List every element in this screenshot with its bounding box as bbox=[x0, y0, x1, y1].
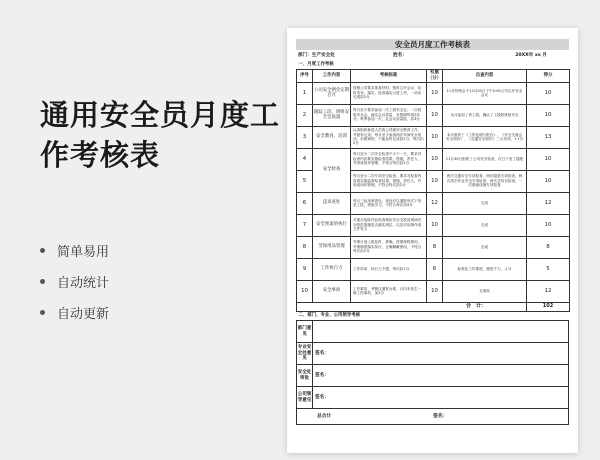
feature-item: 自动统计 bbox=[40, 266, 109, 297]
feature-item: 自动更新 bbox=[40, 297, 109, 328]
cell-weight: 10 bbox=[427, 82, 443, 104]
cell-no: 10 bbox=[297, 280, 313, 302]
cell-weight: 8 bbox=[427, 236, 443, 258]
cell-review: 11月30日组织了公司安全检查，次日下发了通报 bbox=[443, 148, 527, 170]
cell-review: 完成 bbox=[443, 192, 527, 214]
cell-std: 工作效率、执行力不强，每次扣1分 bbox=[351, 258, 427, 280]
bullet-icon bbox=[40, 279, 45, 284]
assessment-table bbox=[296, 60, 570, 312]
name-label: 姓名： bbox=[393, 53, 407, 58]
table-row bbox=[297, 126, 570, 148]
cell-content: 工作执行力 bbox=[313, 258, 351, 280]
cell-weight: 10 bbox=[427, 104, 443, 126]
cell-weight: 6 bbox=[427, 258, 443, 280]
cell-weight: 10 bbox=[427, 214, 443, 236]
cell-no: 5 bbox=[297, 170, 313, 192]
cell-std: 按照公司要求准备材料，按时召开会议，及时发布、落实、检查落实月度工作，一项未完成扣2分 bbox=[351, 82, 427, 104]
cell-score: 10 bbox=[527, 82, 570, 104]
cell-content: 劳保用品管理 bbox=[313, 236, 351, 258]
cell-content: 安全检查 bbox=[313, 148, 351, 192]
promo-title: 通用安全员月度工作考核表 bbox=[40, 98, 281, 172]
header-row: 序号 工作内容 考核标准 权重（分） 自查内容 得分 bbox=[297, 69, 570, 82]
approval-content: 签名： bbox=[313, 365, 569, 387]
cell-review: 本月组织了《工伤处理与报告》、《安全交流会安全知识》、《交通安全知识》三大培训，+1分 bbox=[443, 126, 527, 148]
approval-label: 安全处审批 bbox=[297, 365, 313, 387]
cell-content: 公司安全例会定期召开 bbox=[313, 82, 351, 104]
cell-content: 安全教育、培训 bbox=[313, 126, 351, 148]
cell-no: 8 bbox=[297, 236, 313, 258]
table-row bbox=[297, 214, 570, 236]
approval-label: 专业安全处意见 bbox=[297, 343, 313, 365]
cell-content: 违章查处 bbox=[313, 192, 351, 214]
cell-score: 13 bbox=[527, 126, 570, 148]
final-row: 总合计 签名： bbox=[297, 409, 569, 425]
cell-score: 8 bbox=[527, 236, 570, 258]
table-row bbox=[297, 82, 570, 104]
document-preview bbox=[287, 28, 578, 453]
cell-std: 每月至少要求参加一次工段安全会，一次班组安全会，落实会议质量，未按照每项扣2分；每季参加一次，且会议质量低，扣3分 bbox=[351, 104, 427, 126]
cell-content: 跟踪工段、班组安全会质量 bbox=[313, 104, 351, 126]
approval-label: 公司领导意见 bbox=[297, 387, 313, 409]
feature-item: 简单易用 bbox=[40, 235, 109, 266]
approval-content: 签名： bbox=[313, 387, 569, 409]
table-row bbox=[297, 148, 570, 170]
section-row: 一、月度工作考核 bbox=[297, 60, 570, 69]
cell-score: 10 bbox=[527, 214, 570, 236]
feature-list bbox=[40, 235, 109, 328]
table-row bbox=[297, 280, 570, 302]
approval-row bbox=[297, 343, 569, 365]
table-row bbox=[297, 192, 570, 214]
approval-row bbox=[297, 321, 569, 343]
cell-no: 4 bbox=[297, 148, 313, 170]
approval-content: 签名： bbox=[313, 343, 569, 365]
cell-weight: 12 bbox=[427, 192, 443, 214]
table-row bbox=[297, 104, 570, 126]
cell-content: 安全预案的执行 bbox=[313, 214, 351, 236]
cell-score: 10 bbox=[527, 148, 570, 170]
cell-no: 1 bbox=[297, 82, 313, 104]
section-row: 二、部门、专业、公司领导考核 bbox=[297, 312, 569, 321]
cell-content: 安全事故 bbox=[313, 280, 351, 302]
cell-review: 标准化工作推进，跟进不力，-1分 bbox=[443, 258, 527, 280]
cell-std: 工作事故、考核以通报为准，月内未发生一般工伤事故，加2分 bbox=[351, 280, 427, 302]
approval-table bbox=[296, 312, 569, 426]
cell-std: 劳保计划上报及时，准确，按照规程领用，劳保制度落实执行，正确佩戴使用，不符合每次扣2分 bbox=[351, 236, 427, 258]
cell-review: 完成 bbox=[443, 236, 527, 258]
doc-meta bbox=[296, 50, 569, 60]
approval-content bbox=[313, 321, 569, 343]
cell-weight: 10 bbox=[427, 126, 443, 148]
total-row: 合 计： 102 bbox=[297, 302, 570, 311]
cell-score: 10 bbox=[527, 104, 570, 126]
approval-row bbox=[297, 365, 569, 387]
cell-no: 3 bbox=[297, 126, 313, 148]
cell-review: 无事故 bbox=[443, 280, 527, 302]
cell-no: 2 bbox=[297, 104, 313, 126]
approval-label: 部门意见 bbox=[297, 321, 313, 343]
cell-review: 11月份例会于12月02日下午2:00公司召开安全会议 bbox=[443, 82, 527, 104]
cell-score: 12 bbox=[527, 280, 570, 302]
cell-review: 两次交通安全专项检查，两次隐患专项检查，两次高空作业安全专项检查，两次总结自检查，一次基础设施专项检查 bbox=[443, 170, 527, 192]
approval-row bbox=[297, 387, 569, 409]
cell-weight: 10 bbox=[427, 148, 443, 170]
cell-weight: 10 bbox=[427, 170, 443, 192]
cell-std: 对重点危险作业检查相应安全交底及现场安全防范措施是否落实到位，以及对应制作成文件发文 bbox=[351, 214, 427, 236]
cell-std: 每月三起违章查处，查处后以通报形式下发至工段，班组学习，不符合每次扣4分 bbox=[351, 192, 427, 214]
cell-no: 7 bbox=[297, 214, 313, 236]
cell-weight: 10 bbox=[427, 280, 443, 302]
cell-no: 6 bbox=[297, 192, 313, 214]
cell-review: 完成 bbox=[443, 214, 527, 236]
cell-score: 10 bbox=[527, 170, 570, 192]
cell-std: 每月至少二次专项安全检查，要求对检查内容需实施监督检查结果，措施，责任人，并形成闭环管理，不符合每次扣2分 bbox=[351, 170, 427, 192]
cell-score: 5 bbox=[527, 258, 570, 280]
cell-score: 12 bbox=[527, 192, 570, 214]
bullet-icon bbox=[40, 248, 45, 253]
table-row bbox=[297, 236, 570, 258]
cell-std: 认真组织新进人员的公司级安全教育工作，并留有记录；每月至少参加两次车间安全培训，未做到的，不能及时完成扣2分，每次扣2分 bbox=[351, 126, 427, 148]
cell-review: 本月参加了该工段，确认了工段的班组安全 bbox=[443, 104, 527, 126]
dept-label: 部门：生产安全处 bbox=[298, 53, 335, 58]
table-row bbox=[297, 258, 570, 280]
date-label: 20XX年 xx 月 bbox=[515, 53, 547, 58]
bullet-icon bbox=[40, 310, 45, 315]
cell-std: 每月至少二次安全检查不少于一天，要求对检查内容要实施检查结果，措施，责任人，并形成闭环管理，不符合每次扣2分 bbox=[351, 148, 427, 170]
cell-no: 9 bbox=[297, 258, 313, 280]
doc-title: 安全员月度工作考核表 bbox=[296, 39, 569, 50]
